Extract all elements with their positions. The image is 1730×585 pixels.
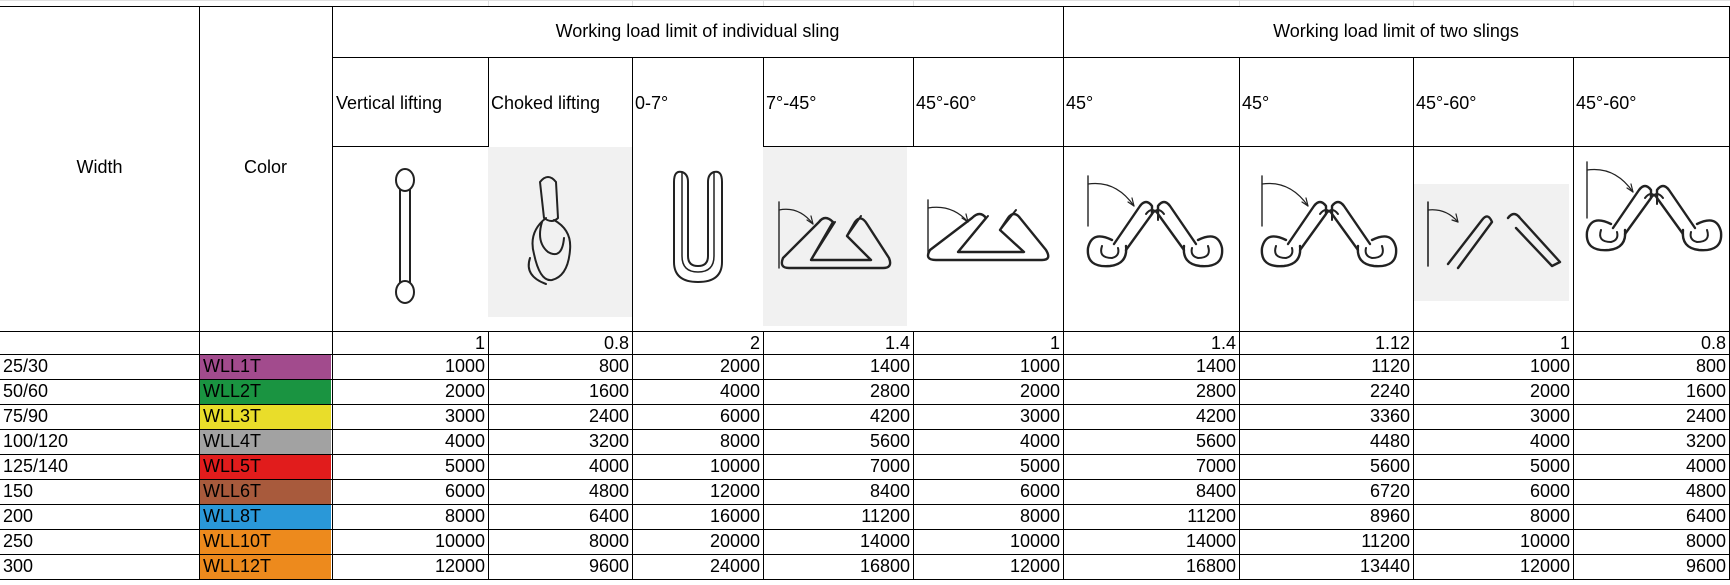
wll-value-cell: 6000 [1019, 481, 1060, 501]
two-loop-slings-icon [1256, 170, 1402, 272]
color-label: WLL12T [203, 556, 272, 576]
factor-cell: 0.8 [1700, 333, 1726, 353]
wll-value-cell: 10000 [1519, 531, 1570, 551]
wll-value-cell: 4200 [1195, 406, 1236, 426]
rule-mode-bottom [913, 146, 1063, 147]
rule-group-bottom [332, 57, 1730, 58]
wll-value-cell: 9600 [588, 556, 629, 576]
wll-value-cell: 8000 [1019, 506, 1060, 526]
color-label: WLL6T [203, 481, 262, 501]
wll-value-cell: 4480 [1369, 431, 1410, 451]
wll-value-cell: 12000 [1519, 556, 1570, 576]
factor-cell: 1.4 [884, 333, 910, 353]
wll-value-cell: 4800 [588, 481, 629, 501]
wll-value-cell: 7000 [869, 456, 910, 476]
rule-col [488, 57, 489, 147]
color-swatch [200, 355, 331, 379]
wll-value-cell: 1600 [1685, 381, 1726, 401]
wll-value-cell: 8000 [444, 506, 485, 526]
mode-choked-lifting: Choked lifting [491, 93, 601, 113]
wll-value-cell: 6000 [444, 481, 485, 501]
row-width: 50/60 [3, 381, 49, 401]
wll-value-cell: 20000 [709, 531, 760, 551]
wll-value-cell: 6000 [719, 406, 760, 426]
rule-mode-bottom [332, 146, 488, 147]
rule-col [632, 57, 633, 580]
mode-45-60: 45°-60° [916, 93, 977, 113]
color-label: WLL1T [203, 356, 262, 376]
wll-value-cell: 12000 [434, 556, 485, 576]
wll-value-cell: 5000 [444, 456, 485, 476]
wll-value-cell: 16000 [709, 506, 760, 526]
wll-value-cell: 10000 [1009, 531, 1060, 551]
wll-value-cell: 13440 [1359, 556, 1410, 576]
wll-value-cell: 2000 [444, 381, 485, 401]
wll-value-cell: 4000 [1685, 456, 1726, 476]
vertical-sling-icon [390, 168, 420, 308]
wll-value-cell: 6000 [1529, 481, 1570, 501]
rule-bottom [0, 579, 1730, 580]
wll-value-cell: 1400 [1195, 356, 1236, 376]
row-width: 150 [3, 481, 34, 501]
wll-value-cell: 14000 [859, 531, 910, 551]
wll-value-cell: 8000 [1685, 531, 1726, 551]
color-swatch [200, 430, 331, 454]
color-swatch [200, 455, 331, 479]
wll-value-cell: 3000 [1019, 406, 1060, 426]
wll-value-cell: 800 [598, 356, 629, 376]
wll-value-cell: 3000 [444, 406, 485, 426]
rule-col [913, 57, 914, 147]
factor-cell: 1 [1049, 333, 1060, 353]
wll-value-cell: 11200 [1187, 506, 1236, 526]
u-sling-icon [668, 168, 728, 286]
header-individual-sling: Working load limit of individual sling [555, 21, 840, 41]
wll-value-cell: 8000 [719, 431, 760, 451]
wll-value-cell: 12000 [1009, 556, 1060, 576]
color-swatch [200, 380, 331, 404]
rule-col [1239, 57, 1240, 580]
header-two-slings: Working load limit of two slings [1273, 21, 1519, 41]
wll-value-cell: 4800 [1685, 481, 1726, 501]
color-label: WLL2T [203, 381, 262, 401]
rule-col [1573, 57, 1574, 580]
wll-value-cell: 2000 [1529, 381, 1570, 401]
row-width: 300 [3, 556, 34, 576]
wll-value-cell: 1000 [444, 356, 485, 376]
wll-value-cell: 5000 [1529, 456, 1570, 476]
color-label: WLL10T [203, 531, 272, 551]
wll-value-cell: 4000 [1019, 431, 1060, 451]
factor-cell: 2 [749, 333, 760, 353]
wll-value-cell: 1000 [1019, 356, 1060, 376]
mode-two-45-b: 45° [1242, 93, 1270, 113]
wll-value-cell: 6400 [588, 506, 629, 526]
rule-top [0, 6, 1730, 7]
wll-value-cell: 14000 [1185, 531, 1236, 551]
wll-value-cell: 3200 [1685, 431, 1726, 451]
triangle-sling-60-icon [924, 198, 1054, 266]
wll-value-cell: 800 [1695, 356, 1726, 376]
row-width: 25/30 [3, 356, 49, 376]
mode-vertical-lifting: Vertical lifting [336, 93, 443, 113]
wll-value-cell: 24000 [709, 556, 760, 576]
wll-value-cell: 2400 [1685, 406, 1726, 426]
wll-value-cell: 7000 [1195, 456, 1236, 476]
wll-value-cell: 5600 [869, 431, 910, 451]
wll-value-cell: 9600 [1685, 556, 1726, 576]
wll-value-cell: 8400 [869, 481, 910, 501]
wll-value-cell: 4000 [1529, 431, 1570, 451]
header-color: Color [243, 157, 287, 177]
wll-value-cell: 4000 [719, 381, 760, 401]
color-label: WLL8T [203, 506, 262, 526]
wll-value-cell: 11200 [1361, 531, 1410, 551]
mode-two-45-60-b: 45°-60° [1576, 93, 1637, 113]
wll-value-cell: 8000 [1529, 506, 1570, 526]
factor-cell: 1.4 [1210, 333, 1236, 353]
wll-value-cell: 4200 [869, 406, 910, 426]
factor-cell: 1 [1559, 333, 1570, 353]
row-width: 200 [3, 506, 34, 526]
row-width: 250 [3, 531, 34, 551]
rule-mode-bottom [763, 146, 913, 147]
wll-value-cell: 6720 [1369, 481, 1410, 501]
wll-value-cell: 5000 [1019, 456, 1060, 476]
two-loop-slings-icon [1581, 158, 1727, 260]
factor-cell: 0.8 [603, 333, 629, 353]
row-width: 100/120 [3, 431, 69, 451]
factor-cell: 1 [474, 333, 485, 353]
color-swatch [200, 505, 331, 529]
wll-value-cell: 2000 [1019, 381, 1060, 401]
wll-value-cell: 1600 [588, 381, 629, 401]
wll-value-cell: 8960 [1369, 506, 1410, 526]
wll-value-cell: 1120 [1371, 356, 1410, 376]
wll-value-cell: 11200 [861, 506, 910, 526]
wll-value-cell: 1400 [869, 356, 910, 376]
factor-cell: 1.12 [1374, 333, 1410, 353]
header-width: Width [76, 157, 123, 177]
rule-col [763, 57, 764, 147]
color-label: WLL4T [203, 431, 262, 451]
color-swatch [200, 405, 331, 429]
wll-value-cell: 2000 [719, 356, 760, 376]
wll-value-cell: 5600 [1369, 456, 1410, 476]
row-width: 75/90 [3, 406, 49, 426]
wll-value-cell: 3360 [1369, 406, 1410, 426]
wll-value-cell: 2400 [588, 406, 629, 426]
wll-value-cell: 2800 [869, 381, 910, 401]
wll-value-cell: 4000 [588, 456, 629, 476]
rule-col [1413, 57, 1414, 580]
color-swatch [200, 530, 331, 554]
wll-value-cell: 2240 [1369, 381, 1410, 401]
wll-value-cell: 2800 [1195, 381, 1236, 401]
mode-two-45-a: 45° [1066, 93, 1094, 113]
wll-value-cell: 6400 [1685, 506, 1726, 526]
choked-sling-icon [518, 172, 588, 292]
row-width: 125/140 [3, 456, 69, 476]
wll-value-cell: 16800 [1185, 556, 1236, 576]
wll-value-cell: 5600 [1195, 431, 1236, 451]
wll-value-cell: 3200 [588, 431, 629, 451]
rule-mode-bottom [1063, 146, 1730, 147]
rule-factor-top [0, 331, 1730, 332]
color-label: WLL5T [203, 456, 262, 476]
faint-top-border [0, 0, 1730, 1]
color-swatch [200, 555, 331, 579]
wll-value-cell: 10000 [709, 456, 760, 476]
wll-value-cell: 3000 [1529, 406, 1570, 426]
mode-0-7: 0-7° [635, 93, 669, 113]
wll-value-cell: 12000 [709, 481, 760, 501]
wll-value-cell: 4000 [444, 431, 485, 451]
mode-7-45: 7°-45° [766, 93, 817, 113]
color-label: WLL3T [203, 406, 262, 426]
wll-value-cell: 8400 [1195, 481, 1236, 501]
wll-value-cell: 16800 [859, 556, 910, 576]
two-straight-slings-icon [1424, 200, 1564, 276]
wll-value-cell: 1000 [1529, 356, 1570, 376]
color-swatch [200, 480, 331, 504]
wll-value-cell: 8000 [588, 531, 629, 551]
wll-value-cell: 10000 [434, 531, 485, 551]
triangle-sling-45-icon [775, 198, 897, 274]
mode-two-45-60-a: 45°-60° [1416, 93, 1477, 113]
two-loop-slings-icon [1082, 170, 1228, 272]
